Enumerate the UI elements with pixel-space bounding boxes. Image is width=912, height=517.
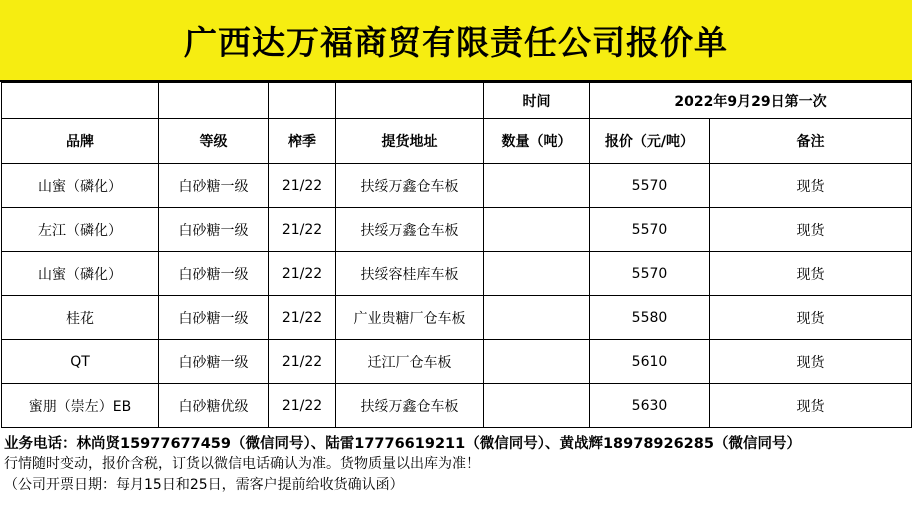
- table-row: [2, 164, 912, 208]
- cell-brand: 蜜朋（崇左）EB: [2, 384, 159, 428]
- table-row: [2, 340, 912, 384]
- cell-quantity: [484, 296, 590, 340]
- cell-brand: 山蜜（磷化）: [2, 252, 159, 296]
- cell-note: 现货: [710, 384, 912, 428]
- cell-price: 5610: [590, 340, 710, 384]
- cell-price: 5570: [590, 164, 710, 208]
- table-header-row: [2, 119, 912, 164]
- footer-disclaimer-line: 行情随时变动，报价含税，订货以微信电话确认为准。货物质量以出库为准！: [4, 456, 480, 472]
- cell-grade: 白砂糖一级: [159, 164, 269, 208]
- title-banner: [0, 0, 912, 82]
- cell-season: 21/22: [269, 252, 336, 296]
- cell-quantity: [484, 208, 590, 252]
- cell-season: 21/22: [269, 296, 336, 340]
- blank-cell-1: [2, 83, 159, 119]
- table-row-time: [2, 83, 912, 119]
- footer-contact-line: 业务电话：林尚贤15977677459（微信同号）、陆雷17776619211（微信同号）、黄战辉18978926285（微信同号）: [4, 436, 801, 452]
- table-row: [2, 384, 912, 428]
- column-header-season: 榨季: [269, 119, 336, 164]
- blank-cell-4: [336, 83, 484, 119]
- cell-season: 21/22: [269, 208, 336, 252]
- cell-brand: 山蜜（磷化）: [2, 164, 159, 208]
- time-value: 2022年9月29日第一次: [590, 83, 912, 119]
- cell-note: 现货: [710, 208, 912, 252]
- cell-address: 迁江厂仓车板: [336, 340, 484, 384]
- cell-brand: QT: [2, 340, 159, 384]
- time-label: 时间: [484, 83, 590, 119]
- cell-quantity: [484, 252, 590, 296]
- column-header-price: 报价（元/吨）: [590, 119, 710, 164]
- cell-grade: 白砂糖一级: [159, 296, 269, 340]
- page-title: 广西达万福商贸有限责任公司报价单: [184, 22, 728, 62]
- table-row: [2, 252, 912, 296]
- cell-address: 扶绥万鑫仓车板: [336, 208, 484, 252]
- table-row: [2, 296, 912, 340]
- cell-brand: 桂花: [2, 296, 159, 340]
- cell-quantity: [484, 340, 590, 384]
- cell-price: 5580: [590, 296, 710, 340]
- cell-quantity: [484, 164, 590, 208]
- footer-invoice-line: （公司开票日期：每月15日和25日，需客户提前给收货确认函）: [4, 477, 404, 493]
- cell-grade: 白砂糖一级: [159, 340, 269, 384]
- column-header-brand: 品牌: [2, 119, 159, 164]
- blank-cell-2: [159, 83, 269, 119]
- cell-quantity: [484, 384, 590, 428]
- cell-season: 21/22: [269, 384, 336, 428]
- cell-season: 21/22: [269, 340, 336, 384]
- cell-price: 5570: [590, 208, 710, 252]
- cell-price: 5630: [590, 384, 710, 428]
- blank-cell-3: [269, 83, 336, 119]
- quotation-table: [1, 82, 912, 428]
- cell-address: 扶绥万鑫仓车板: [336, 384, 484, 428]
- cell-grade: 白砂糖优级: [159, 384, 269, 428]
- column-header-address: 提货地址: [336, 119, 484, 164]
- cell-note: 现货: [710, 252, 912, 296]
- cell-address: 扶绥容桂库车板: [336, 252, 484, 296]
- cell-season: 21/22: [269, 164, 336, 208]
- cell-address: 扶绥万鑫仓车板: [336, 164, 484, 208]
- cell-price: 5570: [590, 252, 710, 296]
- cell-note: 现货: [710, 296, 912, 340]
- cell-grade: 白砂糖一级: [159, 252, 269, 296]
- column-header-quantity: 数量（吨）: [484, 119, 590, 164]
- table-row: [2, 208, 912, 252]
- cell-note: 现货: [710, 164, 912, 208]
- column-header-grade: 等级: [159, 119, 269, 164]
- cell-brand: 左江（磷化）: [2, 208, 159, 252]
- cell-grade: 白砂糖一级: [159, 208, 269, 252]
- column-header-note: 备注: [710, 119, 912, 164]
- cell-note: 现货: [710, 340, 912, 384]
- cell-address: 广业贵糖厂仓车板: [336, 296, 484, 340]
- footer-notes: [0, 428, 912, 496]
